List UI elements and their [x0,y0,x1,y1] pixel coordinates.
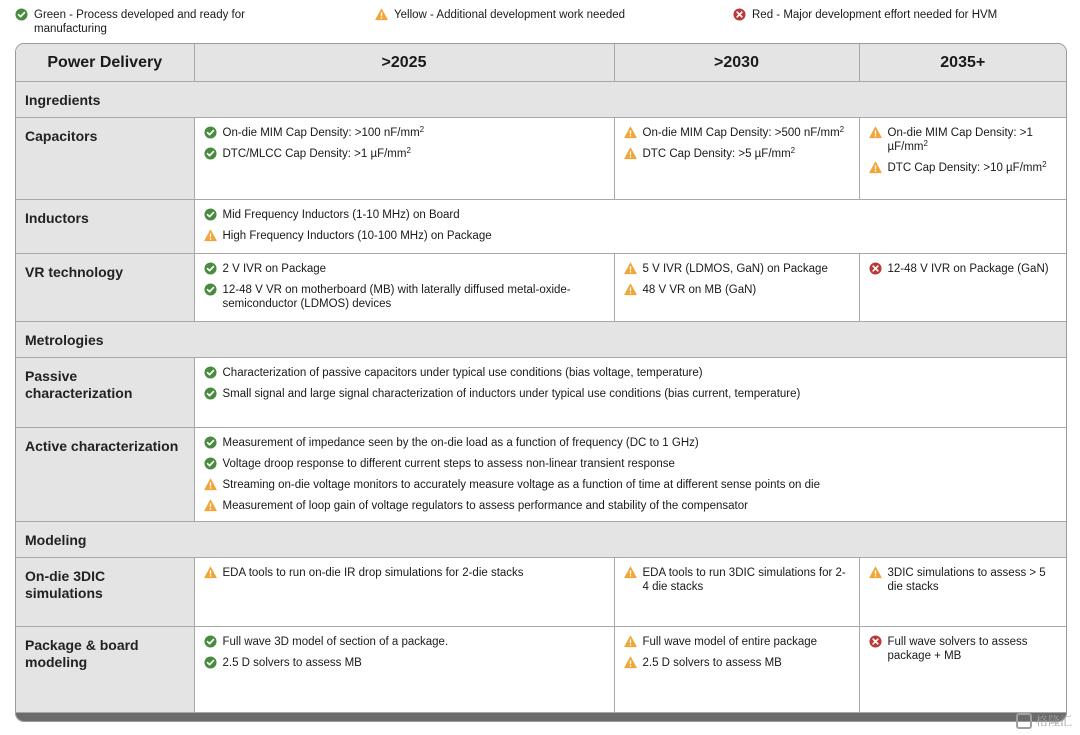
header-2025: >2025 [194,44,614,82]
header-2030: >2030 [614,44,859,82]
cell-2025 [194,558,614,627]
green-check-icon [204,283,217,296]
yellow-warning-icon [624,283,637,296]
item-text: Full wave model of entire package [642,636,818,648]
yellow-warning-icon [869,126,882,139]
status-item [624,147,851,161]
row-vr-technology [16,254,1066,322]
yellow-warning-icon [869,566,882,579]
status-item-text [223,566,524,580]
green-check-icon [204,147,217,160]
yellow-warning-icon [204,499,217,512]
red-x-icon [733,8,746,21]
item-text: Measurement of impedance seen by the on-die load as a function of frequency (DC to 1 GHz) [222,437,699,449]
cell-2030 [614,118,859,200]
status-item-text [643,283,757,297]
item-text: 5 V IVR (LDMOS, GaN) on Package [642,263,828,275]
status-item [204,262,606,276]
status-legend [15,6,1065,40]
item-text: Voltage droop response to different current steps to assess non-linear transient response [222,458,675,470]
item-text: Characterization of passive capacitors under typical use conditions (bias voltage, temperature) [222,367,703,379]
row-label: Passive characterization [16,358,194,428]
cell-2035 [859,558,1066,627]
item-text: 48 V VR on MB (GaN) [642,284,757,296]
row-label: VR technology [16,254,194,322]
status-item [204,566,606,580]
status-item [204,387,1059,401]
superscript: 2 [839,125,845,134]
status-item-text [223,478,820,492]
yellow-warning-icon [624,147,637,160]
status-item-text [223,457,675,471]
yellow-warning-icon [869,161,882,174]
green-check-icon [204,387,217,400]
status-item [204,457,1059,471]
row-passive-characterization [16,358,1066,428]
legend-green [15,8,305,36]
header-power-delivery: Power Delivery [16,44,194,82]
status-item-text [643,656,782,670]
legend-red-label: Red - Major development effort needed for HVM [752,9,998,21]
item-text: EDA tools to run 3DIC simulations for 2-4 die stacks [642,567,846,593]
cell-2025 [194,254,614,322]
row-package-board-modeling [16,627,1066,713]
section-title: Modeling [16,522,1066,558]
row-label: On-die 3DIC simulations [16,558,194,627]
item-text: 2 V IVR on Package [222,263,327,275]
status-item-text [643,635,818,649]
status-item [204,656,606,670]
status-item-text [223,635,449,649]
green-check-icon [204,126,217,139]
item-text: 12-48 V IVR on Package (GaN) [887,263,1049,275]
section-title: Ingredients [16,82,1066,118]
superscript: 2 [923,139,928,148]
status-item-text [643,147,796,161]
status-item-text [223,147,411,161]
watermark [1016,712,1072,729]
legend-yellow-label: Yellow - Additional development work needed [394,9,626,21]
section-title: Metrologies [16,322,1066,358]
item-text: 12-48 V VR on motherboard (MB) with laterally diffused metal-oxide-semiconductor (LDMOS) devices [222,284,571,310]
status-item-text [888,635,1059,663]
status-item [624,283,851,297]
cell-2025 [194,627,614,713]
item-text: On-die MIM Cap Density: >1 µF/mm [887,127,1033,153]
row-label: Package & board modeling [16,627,194,713]
status-item [869,126,1059,154]
legend-yellow [375,8,625,22]
cell-2035 [859,118,1066,200]
status-item-text [643,566,851,594]
watermark-logo-icon [1016,713,1032,729]
item-text: 2.5 D solvers to assess MB [642,657,782,669]
status-item [624,635,851,649]
status-item [869,262,1059,276]
cell-2035 [859,254,1066,322]
row-ondie-3dic [16,558,1066,627]
status-item-text [888,126,1059,154]
status-item [204,208,1059,222]
yellow-warning-icon [624,262,637,275]
cell-all-years [194,200,1066,254]
yellow-warning-icon [624,635,637,648]
cell-2025 [194,118,614,200]
status-item [624,262,851,276]
status-item [204,436,1059,450]
status-item-text [223,283,606,311]
cell-2035 [859,627,1066,713]
status-item [204,635,606,649]
yellow-warning-icon [624,566,637,579]
status-item-text [223,126,425,140]
legend-red [733,8,997,22]
item-text: DTC Cap Density: >5 µF/mm [642,148,791,160]
status-item-text [888,566,1059,594]
watermark-text: 格隆汇 [1035,714,1072,728]
cell-2030 [614,627,859,713]
section-metrologies [16,322,1066,358]
item-text: DTC/MLCC Cap Density: >1 µF/mm [222,148,407,160]
row-active-characterization [16,428,1066,522]
green-check-icon [204,635,217,648]
green-check-icon [204,208,217,221]
item-text: 3DIC simulations to assess > 5 die stacks [887,567,1046,593]
status-item [204,478,1059,492]
status-item [204,229,1059,243]
cell-2030 [614,558,859,627]
item-text: Streaming on-die voltage monitors to accurately measure voltage as a function of time at different sense points on die [222,479,820,491]
item-text: Measurement of loop gain of voltage regulators to assess performance and stability of the compensator [222,500,748,512]
green-check-icon [204,656,217,669]
status-item-text [223,499,748,513]
row-label: Capacitors [16,118,194,200]
superscript: 2 [1042,160,1047,169]
status-item-text [643,126,845,140]
status-item [624,656,851,670]
status-item-text [223,366,703,380]
status-item-text [888,161,1047,175]
green-check-icon [204,262,217,275]
section-modeling [16,522,1066,558]
yellow-warning-icon [204,478,217,491]
cell-2030 [614,254,859,322]
status-item-text [223,262,327,276]
yellow-warning-icon [204,566,217,579]
cell-all-years [194,358,1066,428]
row-capacitors [16,118,1066,200]
item-text: DTC Cap Density: >10 µF/mm [887,162,1043,174]
green-check-icon [15,8,28,21]
item-text: On-die MIM Cap Density: >500 nF/mm [642,127,840,139]
status-item-text [223,387,801,401]
status-item-text [223,436,699,450]
green-check-icon [204,457,217,470]
row-label: Active characterization [16,428,194,522]
status-item-text [643,262,828,276]
status-item [204,283,606,311]
status-item [204,366,1059,380]
status-item-text [888,262,1049,276]
status-item [204,499,1059,513]
bottom-bar [16,713,1066,721]
legend-green-label: Green - Process developed and ready for manufacturing [34,9,245,35]
status-item [869,161,1059,175]
status-item [869,635,1059,663]
section-ingredients [16,82,1066,118]
yellow-warning-icon [204,229,217,242]
red-x-icon [869,635,882,648]
row-label: Inductors [16,200,194,254]
status-item-text [223,229,492,243]
green-check-icon [204,366,217,379]
row-inductors [16,200,1066,254]
status-item [204,126,606,140]
item-text: 2.5 D solvers to assess MB [222,657,362,669]
item-text: On-die MIM Cap Density: >100 nF/mm [222,127,420,139]
status-item [869,566,1059,594]
yellow-warning-icon [624,126,637,139]
superscript: 2 [406,146,411,155]
yellow-warning-icon [375,8,388,21]
green-check-icon [204,436,217,449]
item-text: Full wave solvers to assess package + MB [887,636,1028,662]
item-text: Small signal and large signal characterization of inductors under typical use conditions (bias current, temperature) [222,388,801,400]
header-row [16,44,1066,82]
item-text: Mid Frequency Inductors (1-10 MHz) on Board [222,209,460,221]
yellow-warning-icon [624,656,637,669]
header-2035: 2035+ [859,44,1066,82]
roadmap-table [15,43,1067,722]
item-text: EDA tools to run on-die IR drop simulations for 2-die stacks [222,567,524,579]
status-item [624,566,851,594]
red-x-icon [869,262,882,275]
status-item-text [223,656,362,670]
item-text: High Frequency Inductors (10-100 MHz) on Package [222,230,492,242]
cell-all-years [194,428,1066,522]
status-item-text [223,208,460,222]
superscript: 2 [419,125,425,134]
status-item [204,147,606,161]
status-item [624,126,851,140]
superscript: 2 [790,146,796,155]
item-text: Full wave 3D model of section of a package. [222,636,449,648]
